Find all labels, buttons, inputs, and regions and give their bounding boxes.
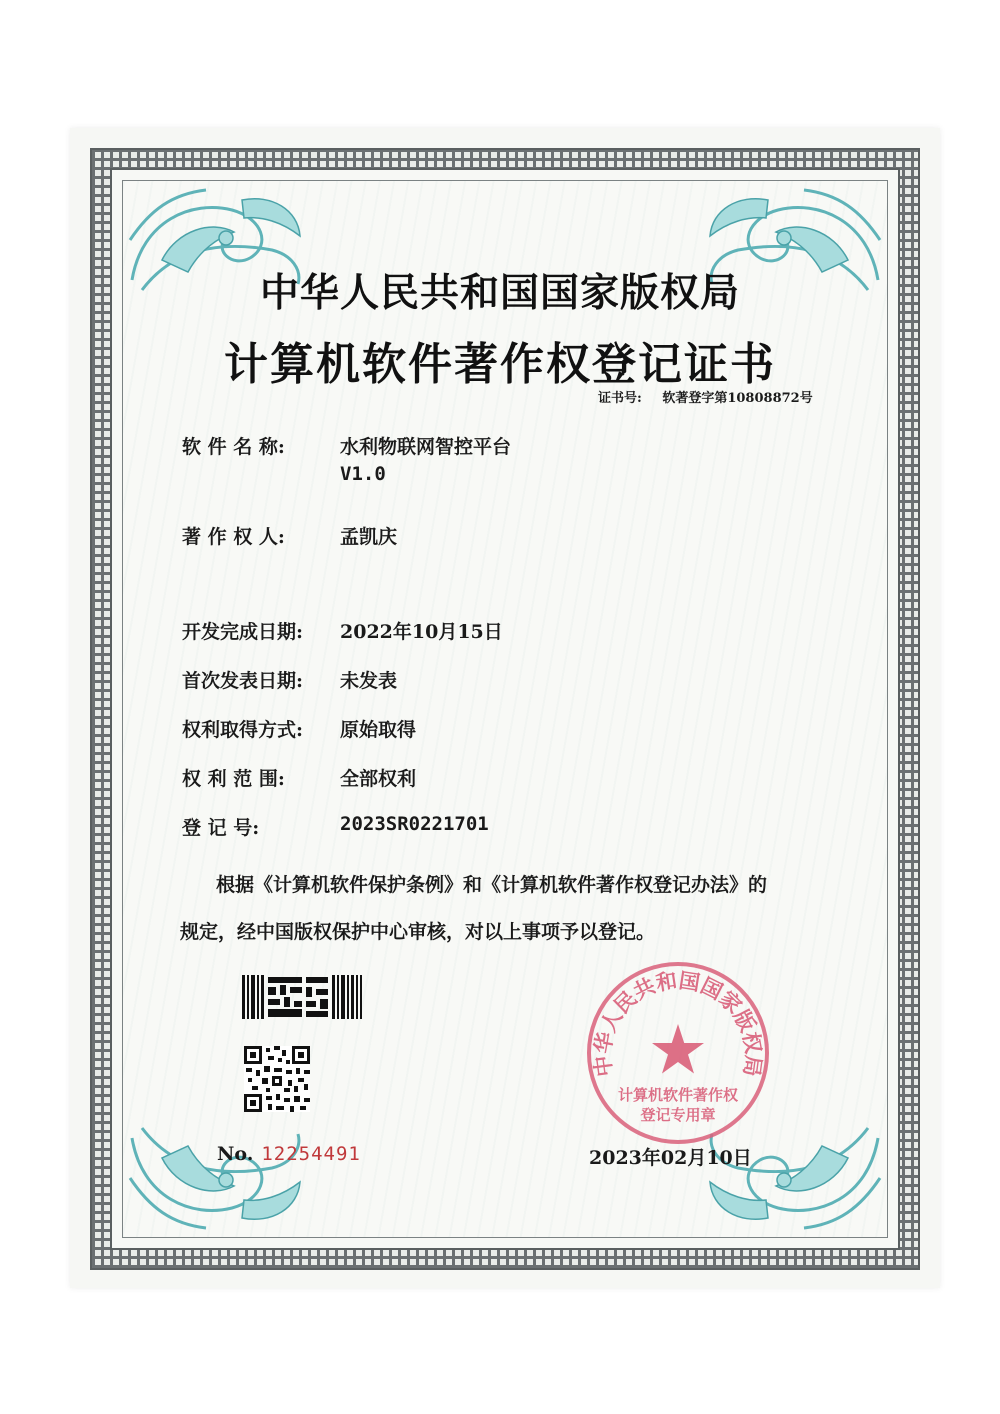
seal-ring-text: 中华人民共和国国家版权局 [590,968,766,1078]
seal-line-1: 计算机软件著作权 [617,1088,739,1104]
statement-line-1: 根据《计算机软件保护条例》和《计算机软件著作权登记办法》的 [216,874,768,896]
field-label: 著 作 权 人: [182,526,285,548]
software-version: V1.0 [340,463,386,485]
barcode-icon [242,975,362,1019]
star-icon [652,1024,704,1074]
scope-value: 全部权利 [340,768,417,790]
certificate-number-label: 证书号: [598,391,642,406]
certificate-title: 计算机软件著作权登记证书 [224,339,776,390]
seal-line-2: 登记专用章 [640,1108,716,1124]
dev-date-value: 2022年10月15日 [340,621,503,643]
field-acquisition [182,715,416,742]
field-label: 登 记 号: [182,817,260,839]
field-label: 开发完成日期: [182,621,304,643]
issue-date: 2023年02月10日 [589,1147,752,1169]
field-label: 权利取得方式: [182,719,304,741]
qr-code-icon [244,1046,310,1112]
software-name-value: 水利物联网智控平台 [340,436,512,458]
reg-no-value: 2023SR0221701 [340,813,489,835]
field-dev-date [182,617,503,644]
certificate-number-value: 软著登字第10808872号 [662,391,813,406]
field-label: 软 件 名 称: [182,436,285,458]
field-label: 首次发表日期: [182,670,304,692]
owner-value: 孟凯庆 [340,526,398,548]
field-software-name [182,432,511,485]
corner-ornament-icon [122,1118,312,1238]
serial-value: 12254491 [261,1143,361,1165]
field-owner [182,522,397,549]
field-publish-date [182,666,397,693]
serial-label: No. [217,1143,254,1165]
field-value [340,432,511,485]
field-reg-no [182,813,489,840]
field-label: 权 利 范 围: [182,768,285,790]
serial-number [217,1143,361,1165]
issuer-heading: 中华人民共和国国家版权局 [259,270,740,316]
acquisition-value: 原始取得 [340,719,417,741]
certificate-number [598,387,813,406]
field-scope [182,764,416,791]
official-seal-icon [583,958,773,1148]
statement-line-2: 规定，经中国版权保护中心审核，对以上事项予以登记。 [180,921,656,943]
publish-date-value: 未发表 [340,670,398,692]
